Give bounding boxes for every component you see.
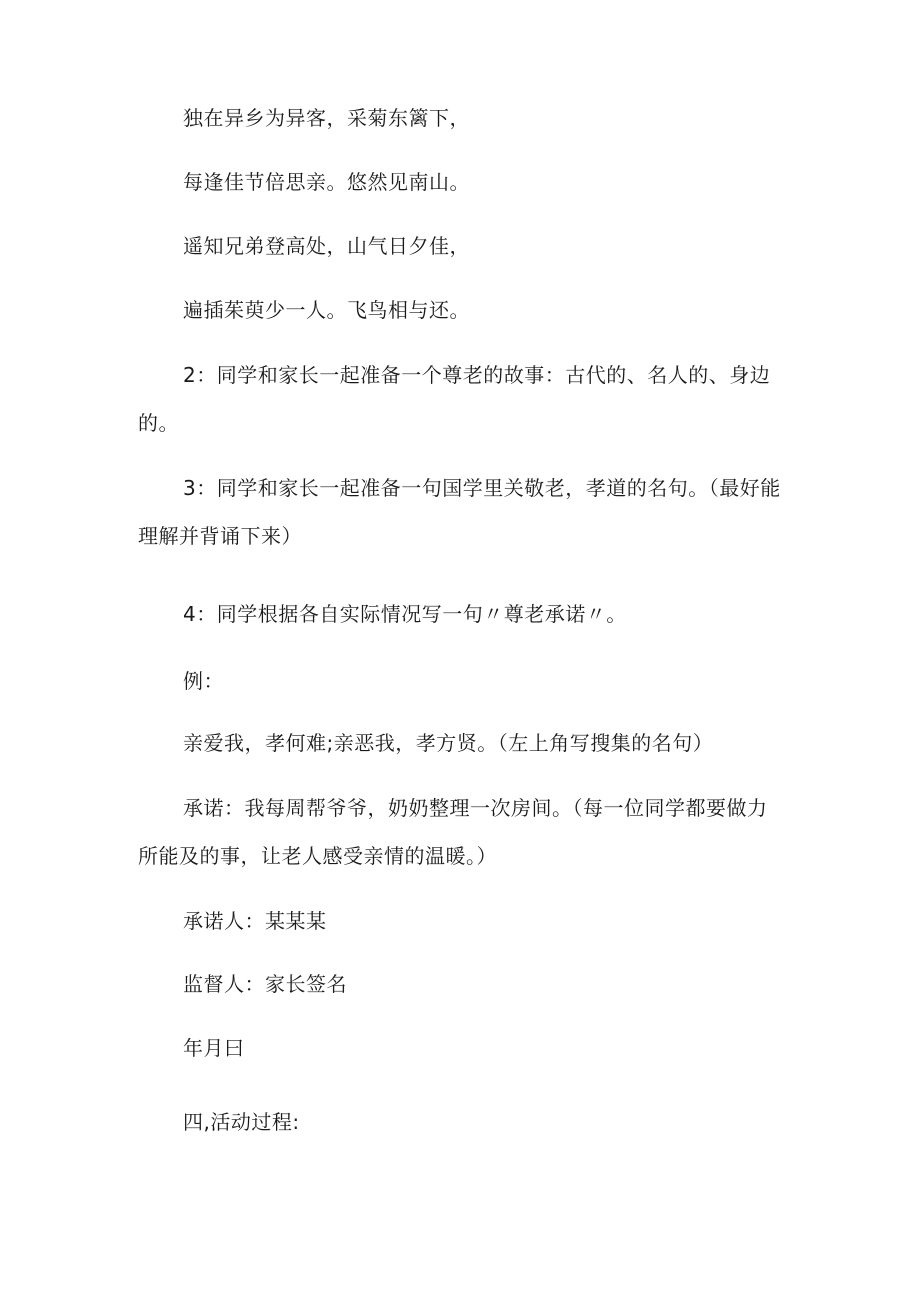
- promise-line-2: 所能及的事，让老人感受亲情的温暖。）: [138, 844, 497, 868]
- poem-line-4: 遍插茱萸少一人。飞鸟相与还。: [183, 298, 470, 322]
- date: 年月曰: [183, 1036, 245, 1060]
- item-2-line-1: 2：同学和家长一起准备一个尊老的故事：古代的、名人的、身边: [183, 363, 771, 387]
- supervisor: 监督人：家长签名: [183, 972, 347, 996]
- poem-line-1: 独在异乡为异客，采菊东篱下，: [183, 106, 470, 130]
- section-four-heading: 四,活动过程:: [183, 1110, 300, 1134]
- item-2-line-2: 的。: [138, 411, 179, 435]
- poem-line-3: 遥知兄弟登高处，山气日夕佳，: [183, 234, 470, 258]
- example-label: 例：: [183, 669, 224, 693]
- item-4: 4：同学根据各自实际情况写一句〃尊老承诺〃。: [183, 602, 627, 626]
- example-quote: 亲爱我，孝何难;亲恶我，孝方贤。（左上角写搜集的名句）: [183, 731, 714, 755]
- poem-line-2: 每逢佳节倍思亲。悠然见南山。: [183, 170, 470, 194]
- item-3-line-1: 3：同学和家长一起准备一句国学里关敬老，孝道的名句。（最好能: [183, 476, 781, 500]
- item-3-line-2: 理解并背诵下来）: [138, 524, 302, 548]
- promiser: 承诺人：某某某: [183, 909, 327, 933]
- promise-line-1: 承诺：我每周帮爷爷，奶奶整理一次房间。（每一位同学都要做力: [183, 796, 768, 820]
